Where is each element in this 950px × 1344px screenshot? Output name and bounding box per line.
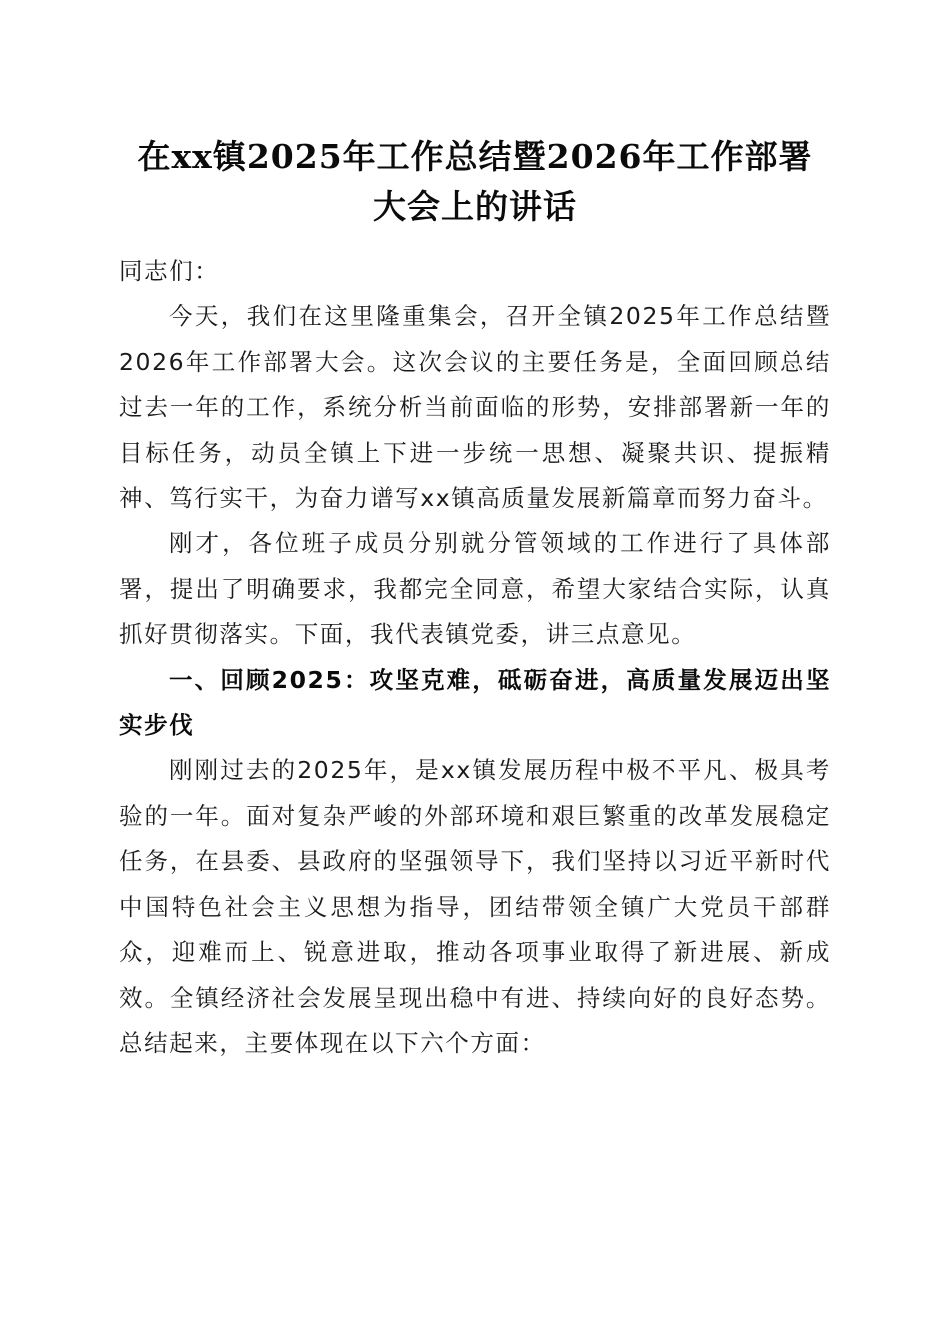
salutation: 同志们： (119, 257, 220, 285)
paragraph-review: 刚刚过去的2025年，是xx镇发展历程中极不平凡、极具考验的一年。面对复杂严峻的外部环境和艰巨繁重的改革发展稳定任务，在县委、县政府的坚强领导下，我们坚持以习近平新时代中国特色社会主义思想为指导，团结带领全镇广大党员干部群众，迎难而上、锐意进取，推动各项事业取得了新进展、新成效。全镇经济社会发展呈现出稳中有进、持续向好的良好态势。总结起来，主要体现在以下六个方面： (119, 756, 831, 1057)
paragraph-intro: 刚才，各位班子成员分别就分管领域的工作进行了具体部署，提出了明确要求，我都完全同意，希望大家结合实际，认真抓好贯彻落实。下面，我代表镇党委，讲三点意见。 (119, 529, 831, 649)
section-heading-1: 一、回顾2025：攻坚克难，砥砺奋进，高质量发展迈出坚实步伐 (119, 665, 831, 740)
title-line-1: 在xx镇2025年工作总结暨2026年工作部署 (137, 137, 813, 176)
document-body (119, 249, 831, 1066)
title-line-2: 大会上的讲话 (373, 187, 577, 226)
paragraph-opening: 今天，我们在这里隆重集会，召开全镇2025年工作总结暨2026年工作部署大会。这次会议的主要任务是，全面回顾总结过去一年的工作，系统分析当前面临的形势，安排部署新一年的目标任务，动员全镇上下进一步统一思想、凝聚共识、提振精神、笃行实干，为奋力谱写xx镇高质量发展新篇章而努力奋斗。 (119, 302, 831, 513)
document-title (100, 132, 850, 232)
